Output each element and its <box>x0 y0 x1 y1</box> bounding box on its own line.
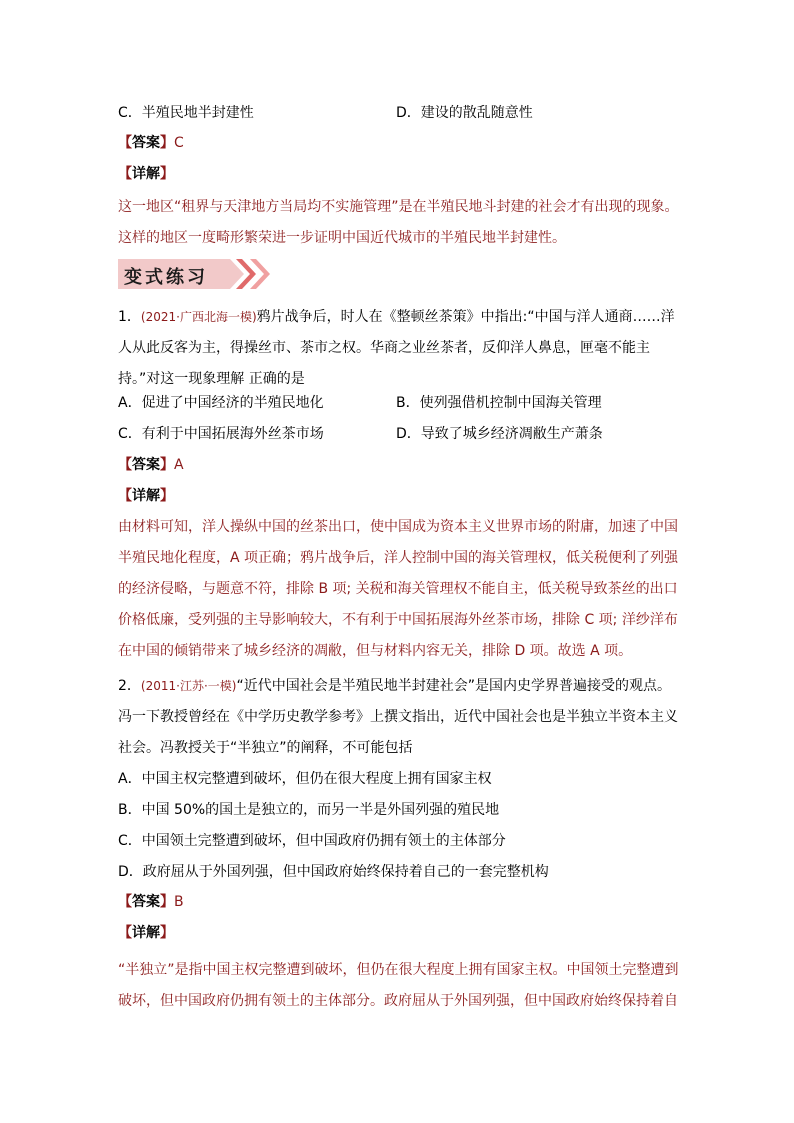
question-2-detail-text <box>118 955 678 1017</box>
detail-line: “半独立”是指中国主权完整遭到破坏，但仍在很大程度上拥有国家主权。中国领土完整遭到 <box>118 962 679 978</box>
prev-option-d: D．建设的散乱随意性 <box>396 105 533 121</box>
question-line: 社会。冯教授关于“半独立”的阐释，不可能包括 <box>118 740 413 756</box>
question-2-answer-value: B <box>174 894 184 910</box>
question-line: 人从此反客为主，得操丝市、茶市之权。华商之业丝茶者，反仰洋人鼻息，匣毫不能主 <box>118 340 650 356</box>
question-line: 持。”对这一现象理解 正确的是 <box>118 371 305 387</box>
question-1-source: (2021·广西北海一模) <box>140 310 257 324</box>
question-1-option-b: B．使列强借机控制中国海关管理 <box>396 395 602 411</box>
detail-line: 半殖民地化程度，A 项正确；鸦片战争后，洋人控制中国的海关管理权，低关税便利了列强 <box>118 550 679 566</box>
question-1-option-d: D．导致了城乡经济凋敝生产萧条 <box>396 426 603 442</box>
question-line: 鸦片战争后，时人在《整顿丝茶策》中指出:“中国与洋人通商……洋 <box>256 309 675 325</box>
question-1-number: 1． <box>118 309 141 325</box>
section-banner <box>118 257 273 291</box>
detail-line: 价格低廉，受列强的主导影响较大，不有利于中国拓展海外丝茶市场，排除 C 项; 洋纱洋布 <box>118 612 678 628</box>
question-1-option-a: A．促进了中国经济的半殖民地化 <box>118 395 324 411</box>
question-2-option-d: D．政府屈从于外国列强，但中国政府始终保持着自己的一套完整机构 <box>118 864 549 880</box>
question-2-number: 2． <box>118 678 141 694</box>
question-1-detail-text <box>118 512 678 667</box>
question-2-answer-line: 【答案】B <box>118 894 184 910</box>
question-2-options <box>118 764 678 888</box>
detail-line: 的经济侵略，与题意不符，排除 B 项; 关税和海关管理权不能自主，低关税导致茶丝的出口 <box>118 581 678 597</box>
question-1-answer-line: 【答案】A <box>118 457 184 473</box>
detail-line: 在中国的倾销带来了城乡经济的凋敝，但与材料内容无关，排除 D 项。故选 A 项。 <box>118 643 633 659</box>
detail-line: 这一地区“租界与天津地方当局均不实施管理”是在半殖民地斗封建的社会才有出现的现象。 <box>118 199 679 215</box>
prev-answer-value: C <box>174 135 184 151</box>
question-1-option-c: C．有利于中国拓展海外丝茶市场 <box>118 426 324 442</box>
detail-line: 由材料可知，洋人操纵中国的丝茶出口，使中国成为资本主义世界市场的附庸，加速了中国 <box>118 519 678 535</box>
question-2-option-a: A．中国主权完整遭到破坏，但仍在很大程度上拥有国家主权 <box>118 771 492 787</box>
prev-detail-text <box>118 192 678 254</box>
question-2-option-b: B．中国 50%的国土是独立的，而另一半是外国列强的殖民地 <box>118 802 500 818</box>
prev-detail-label: 【详解】 <box>118 166 174 182</box>
question-1-stem <box>118 302 678 395</box>
prev-option-c: C．半殖民地半封建性 <box>118 105 254 121</box>
question-line: “近代中国社会是半殖民地半封建社会”是国内史学界普遍接受的观点。 <box>236 678 671 694</box>
prev-answer-line <box>118 133 678 153</box>
detail-line: 破坏，但中国政府仍拥有领土的主体部分。政府屈从于外国列强，但中国政府始终保持着自 <box>118 993 678 1009</box>
question-line: 冯一下教授曾经在《中学历史教学参考》上撰文指出，近代中国社会也是半独立半资本主义 <box>118 709 678 725</box>
question-2-source: (2011·江苏·一模) <box>140 679 237 693</box>
answer-label: 【答案】 <box>118 135 174 151</box>
detail-line: 这样的地区一度畸形繁荣进一步证明中国近代城市的半殖民地半封建性。 <box>118 230 566 246</box>
question-2-stem <box>118 671 678 764</box>
question-1-detail-label: 【详解】 <box>118 488 174 504</box>
question-2-option-c: C．中国领土完整遭到破坏，但中国政府仍拥有领土的主体部分 <box>118 833 506 849</box>
question-1-answer-value: A <box>174 457 184 473</box>
question-2-detail-label: 【详解】 <box>118 925 174 941</box>
banner-title: 变式练习 <box>124 267 208 288</box>
